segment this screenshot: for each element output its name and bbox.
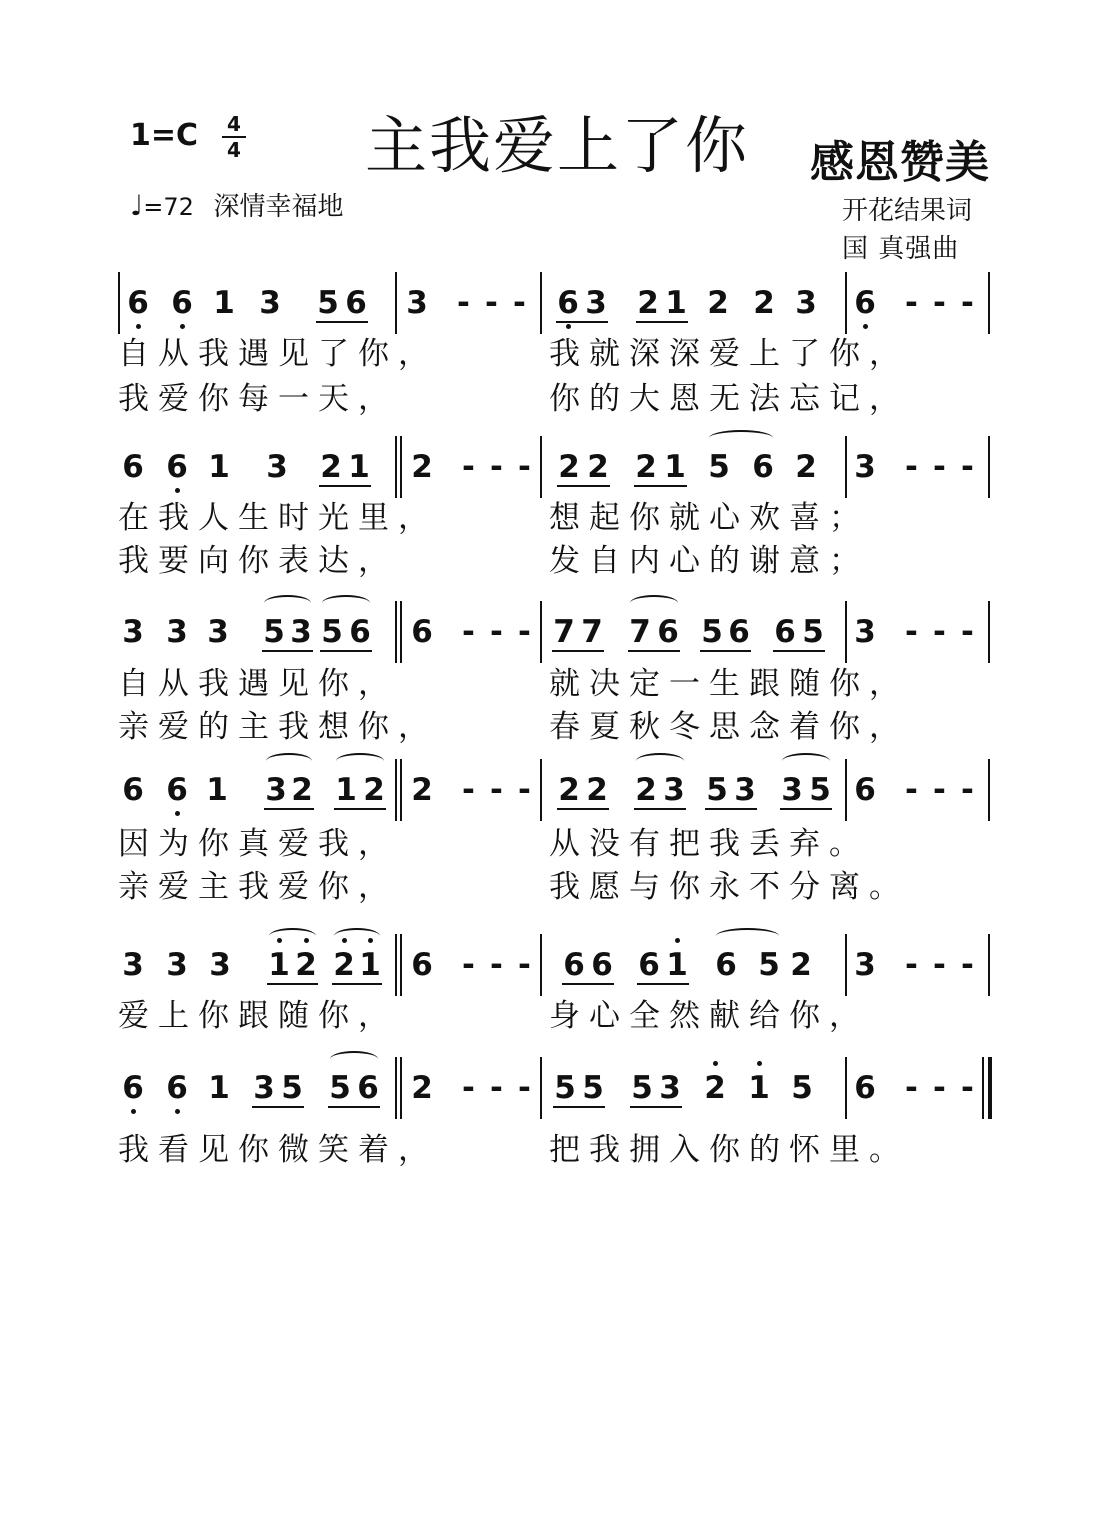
beam-underline bbox=[630, 1106, 682, 1108]
note: 6 bbox=[357, 1070, 379, 1106]
barline bbox=[395, 272, 397, 334]
hold-dash: - bbox=[462, 1070, 481, 1106]
octave-dot bbox=[175, 488, 180, 493]
note: 2 bbox=[753, 285, 775, 321]
barline bbox=[988, 272, 990, 334]
lyric-verse1-phrase1: 爱上你跟随你， bbox=[118, 998, 398, 1034]
hold-dash: - bbox=[961, 285, 980, 321]
note: 2 bbox=[411, 772, 433, 808]
note: 2 bbox=[295, 947, 317, 983]
hold-dash: - bbox=[933, 614, 952, 650]
lyric-verse1-phrase2: 就决定一生跟随你， bbox=[549, 666, 909, 702]
beam-underline bbox=[556, 321, 608, 323]
lyric-verse1-phrase2: 身心全然献给你， bbox=[549, 998, 869, 1034]
hold-dash: - bbox=[462, 614, 481, 650]
note: 6 bbox=[854, 1070, 876, 1106]
note: 3 bbox=[259, 285, 281, 321]
note: 3 bbox=[209, 947, 231, 983]
beam-underline bbox=[328, 1106, 380, 1108]
barline bbox=[845, 759, 847, 821]
note: 5 bbox=[809, 772, 831, 808]
slur-arc bbox=[636, 753, 684, 769]
note: 2 bbox=[707, 285, 729, 321]
note: 2 bbox=[795, 449, 817, 485]
hold-dash: - bbox=[462, 449, 481, 485]
note: 2 bbox=[790, 947, 812, 983]
barline bbox=[845, 272, 847, 334]
slur-arc bbox=[269, 928, 316, 944]
note: 6 bbox=[166, 449, 188, 485]
barline bbox=[400, 1057, 402, 1119]
note: 1 bbox=[213, 285, 235, 321]
hold-dash: - bbox=[490, 614, 509, 650]
beam-underline bbox=[316, 321, 368, 323]
note: 2 bbox=[333, 947, 355, 983]
note: 2 bbox=[320, 449, 342, 485]
note: 2 bbox=[637, 285, 659, 321]
song-subtitle: 感恩赞美 bbox=[810, 137, 990, 188]
composer-credit: 国 真强曲 bbox=[842, 234, 960, 264]
octave-dot bbox=[566, 324, 571, 329]
hold-dash: - bbox=[933, 449, 952, 485]
note: 3 bbox=[854, 449, 876, 485]
barline bbox=[845, 436, 847, 498]
barline bbox=[400, 934, 402, 996]
barline bbox=[540, 436, 542, 498]
note: 7 bbox=[629, 614, 651, 650]
barline bbox=[395, 759, 397, 821]
note: 3 bbox=[290, 614, 312, 650]
note: 1 bbox=[748, 1070, 770, 1106]
beam-underline bbox=[705, 808, 757, 810]
barline bbox=[988, 601, 990, 663]
note: 2 bbox=[291, 772, 313, 808]
note: 3 bbox=[406, 285, 428, 321]
lyric-verse1-phrase1: 在我人生时光里， bbox=[118, 500, 438, 536]
note: 6 bbox=[166, 1070, 188, 1106]
note: 1 bbox=[664, 449, 686, 485]
hold-dash: - bbox=[490, 449, 509, 485]
barline bbox=[400, 436, 402, 498]
note: 6 bbox=[349, 614, 371, 650]
note: 6 bbox=[715, 947, 737, 983]
note: 3 bbox=[734, 772, 756, 808]
note: 6 bbox=[752, 449, 774, 485]
slur-arc bbox=[322, 595, 370, 611]
note: 1 bbox=[665, 285, 687, 321]
barline bbox=[540, 759, 542, 821]
slur-arc bbox=[709, 430, 773, 446]
octave-dot bbox=[175, 811, 180, 816]
lyric-verse2-phrase1: 亲爱主我爱你， bbox=[118, 869, 398, 905]
hold-dash: - bbox=[518, 1070, 537, 1106]
hold-dash: - bbox=[905, 285, 924, 321]
slur-arc bbox=[264, 595, 311, 611]
hold-dash: - bbox=[462, 772, 481, 808]
note: 2 bbox=[411, 449, 433, 485]
note: 6 bbox=[728, 614, 750, 650]
tempo-value: =72 bbox=[143, 193, 194, 221]
beam-underline bbox=[634, 808, 686, 810]
hold-dash: - bbox=[905, 614, 924, 650]
hold-dash: - bbox=[961, 614, 980, 650]
note: 3 bbox=[207, 614, 229, 650]
beam-underline bbox=[780, 808, 832, 810]
note: 1 bbox=[206, 772, 228, 808]
beam-underline bbox=[628, 650, 680, 652]
barline bbox=[845, 601, 847, 663]
lyric-verse1-phrase1: 自从我遇见你， bbox=[118, 666, 398, 702]
note: 3 bbox=[166, 614, 188, 650]
hold-dash: - bbox=[518, 772, 537, 808]
beam-underline bbox=[320, 650, 372, 652]
note: 5 bbox=[317, 285, 339, 321]
note: 5 bbox=[802, 614, 824, 650]
hold-dash: - bbox=[462, 947, 481, 983]
hold-dash: - bbox=[457, 285, 476, 321]
note: 3 bbox=[854, 614, 876, 650]
key-signature: 1=C bbox=[130, 118, 199, 153]
beam-underline bbox=[319, 485, 371, 487]
note: 3 bbox=[854, 947, 876, 983]
note: 6 bbox=[411, 614, 433, 650]
note: 1 bbox=[359, 947, 381, 983]
hold-dash: - bbox=[905, 449, 924, 485]
note: 3 bbox=[265, 772, 287, 808]
hold-dash: - bbox=[961, 449, 980, 485]
note: 2 bbox=[586, 772, 608, 808]
note: 2 bbox=[635, 449, 657, 485]
slur-arc bbox=[630, 595, 678, 611]
note: 3 bbox=[781, 772, 803, 808]
hold-dash: - bbox=[961, 1070, 980, 1106]
note: 1 bbox=[268, 947, 290, 983]
slur-arc bbox=[336, 753, 384, 769]
lyric-verse1-phrase1: 我看见你微笑着， bbox=[118, 1132, 438, 1168]
quarter-note-icon: ♩ bbox=[130, 189, 144, 222]
beam-underline bbox=[773, 650, 825, 652]
note: 2 bbox=[363, 772, 385, 808]
octave-dot bbox=[675, 938, 680, 943]
slur-arc bbox=[334, 928, 380, 944]
note: 5 bbox=[263, 614, 285, 650]
beam-underline bbox=[262, 650, 313, 652]
beam-underline bbox=[700, 650, 751, 652]
time-signature bbox=[222, 113, 246, 161]
note: 5 bbox=[631, 1070, 653, 1106]
hold-dash: - bbox=[490, 1070, 509, 1106]
hold-dash: - bbox=[518, 947, 537, 983]
octave-dot bbox=[180, 324, 185, 329]
note: 6 bbox=[171, 285, 193, 321]
barline bbox=[118, 272, 120, 334]
hold-dash: - bbox=[905, 1070, 924, 1106]
note: 6 bbox=[166, 772, 188, 808]
lyric-verse2-phrase2: 我愿与你永不分离。 bbox=[549, 869, 909, 905]
note: 5 bbox=[708, 449, 730, 485]
note: 3 bbox=[663, 772, 685, 808]
note: 5 bbox=[554, 1070, 576, 1106]
note: 5 bbox=[321, 614, 343, 650]
beam-underline bbox=[553, 1106, 605, 1108]
beam-underline bbox=[264, 808, 314, 810]
hold-dash: - bbox=[961, 772, 980, 808]
song-title: 主我爱上了你 bbox=[365, 109, 750, 182]
beam-underline bbox=[557, 808, 609, 810]
lyric-verse2-phrase2: 发自内心的谢意； bbox=[549, 543, 869, 579]
note: 3 bbox=[122, 614, 144, 650]
octave-dot bbox=[175, 1109, 180, 1114]
note: 3 bbox=[253, 1070, 275, 1106]
octave-dot bbox=[863, 324, 868, 329]
lyric-verse2-phrase1: 我爱你每一天， bbox=[118, 381, 398, 417]
slur-arc bbox=[266, 753, 312, 769]
note: 3 bbox=[585, 285, 607, 321]
slur-arc bbox=[782, 753, 830, 769]
note: 6 bbox=[122, 449, 144, 485]
slur-arc bbox=[330, 1051, 378, 1067]
note: 3 bbox=[266, 449, 288, 485]
hold-dash: - bbox=[905, 772, 924, 808]
barline bbox=[395, 934, 397, 996]
barline bbox=[988, 759, 990, 821]
barline bbox=[540, 934, 542, 996]
note: 2 bbox=[558, 449, 580, 485]
note: 5 bbox=[701, 614, 723, 650]
beam-underline bbox=[636, 321, 688, 323]
note: 3 bbox=[795, 285, 817, 321]
beam-underline bbox=[334, 808, 386, 810]
octave-dot bbox=[757, 1061, 762, 1066]
lyric-verse2-phrase2: 你的大恩无法忘记， bbox=[549, 381, 909, 417]
time-signature-bottom: 4 bbox=[227, 138, 241, 162]
hold-dash: - bbox=[933, 772, 952, 808]
note: 1 bbox=[208, 449, 230, 485]
lyric-verse1-phrase1: 自从我遇见了你， bbox=[118, 336, 438, 372]
note: 6 bbox=[127, 285, 149, 321]
final-barline bbox=[988, 1057, 992, 1119]
barline bbox=[395, 436, 397, 498]
hold-dash: - bbox=[490, 772, 509, 808]
note: 6 bbox=[122, 1070, 144, 1106]
note: 1 bbox=[666, 947, 688, 983]
note: 2 bbox=[635, 772, 657, 808]
note: 5 bbox=[582, 1070, 604, 1106]
barline bbox=[540, 601, 542, 663]
beam-underline bbox=[637, 983, 689, 985]
note: 6 bbox=[563, 947, 585, 983]
time-signature-top: 4 bbox=[227, 112, 241, 136]
note: 5 bbox=[329, 1070, 351, 1106]
lyric-verse2-phrase1: 亲爱的主我想你， bbox=[118, 709, 438, 745]
hold-dash: - bbox=[933, 285, 952, 321]
hold-dash: - bbox=[490, 947, 509, 983]
note: 3 bbox=[166, 947, 188, 983]
note: 6 bbox=[557, 285, 579, 321]
beam-underline bbox=[634, 485, 687, 487]
note: 1 bbox=[348, 449, 370, 485]
barline bbox=[395, 601, 397, 663]
hold-dash: - bbox=[485, 285, 504, 321]
note: 3 bbox=[659, 1070, 681, 1106]
barline bbox=[988, 934, 990, 996]
note: 6 bbox=[122, 772, 144, 808]
lyric-verse1-phrase2: 想起你就心欢喜； bbox=[549, 500, 869, 536]
slur-arc bbox=[716, 928, 779, 944]
lyric-verse1-phrase2: 从没有把我丢弃。 bbox=[549, 826, 869, 862]
lyric-verse2-phrase2: 春夏秋冬思念着你， bbox=[549, 709, 909, 745]
barline bbox=[982, 1057, 984, 1119]
note: 3 bbox=[122, 947, 144, 983]
note: 5 bbox=[281, 1070, 303, 1106]
barline bbox=[400, 601, 402, 663]
octave-dot bbox=[713, 1061, 718, 1066]
beam-underline bbox=[267, 983, 318, 985]
note: 6 bbox=[638, 947, 660, 983]
note: 1 bbox=[208, 1070, 230, 1106]
note: 6 bbox=[774, 614, 796, 650]
hold-dash: - bbox=[518, 614, 537, 650]
tempo-marking bbox=[130, 186, 344, 223]
note: 2 bbox=[558, 772, 580, 808]
note: 6 bbox=[854, 772, 876, 808]
note: 6 bbox=[854, 285, 876, 321]
lyric-verse2-phrase1: 我要向你表达， bbox=[118, 543, 398, 579]
barline bbox=[845, 934, 847, 996]
barline bbox=[540, 272, 542, 334]
octave-dot bbox=[131, 1109, 136, 1114]
note: 5 bbox=[706, 772, 728, 808]
barline bbox=[540, 1057, 542, 1119]
lyric-verse1-phrase1: 因为你真爱我， bbox=[118, 826, 398, 862]
beam-underline bbox=[552, 650, 604, 652]
note: 6 bbox=[411, 947, 433, 983]
lyric-verse1-phrase2: 我就深深爱上了你， bbox=[549, 336, 909, 372]
barline bbox=[400, 759, 402, 821]
hold-dash: - bbox=[905, 947, 924, 983]
hold-dash: - bbox=[961, 947, 980, 983]
octave-dot bbox=[136, 324, 141, 329]
note: 6 bbox=[345, 285, 367, 321]
lyricist-credit: 开花结果词 bbox=[842, 196, 973, 226]
note: 1 bbox=[335, 772, 357, 808]
note: 7 bbox=[581, 614, 603, 650]
hold-dash: - bbox=[933, 1070, 952, 1106]
note: 5 bbox=[791, 1070, 813, 1106]
hold-dash: - bbox=[513, 285, 532, 321]
note: 6 bbox=[591, 947, 613, 983]
beam-underline bbox=[332, 983, 382, 985]
barline bbox=[988, 436, 990, 498]
beam-underline bbox=[562, 983, 614, 985]
beam-underline bbox=[557, 485, 610, 487]
barline bbox=[845, 1057, 847, 1119]
note: 2 bbox=[411, 1070, 433, 1106]
note: 2 bbox=[587, 449, 609, 485]
beam-underline bbox=[252, 1106, 304, 1108]
hold-dash: - bbox=[933, 947, 952, 983]
note: 5 bbox=[758, 947, 780, 983]
note: 2 bbox=[704, 1070, 726, 1106]
lyric-verse1-phrase2: 把我拥入你的怀里。 bbox=[549, 1132, 909, 1168]
expression-marking: 深情幸福地 bbox=[213, 192, 344, 222]
hold-dash: - bbox=[518, 449, 537, 485]
note: 7 bbox=[553, 614, 575, 650]
note: 6 bbox=[657, 614, 679, 650]
barline bbox=[395, 1057, 397, 1119]
